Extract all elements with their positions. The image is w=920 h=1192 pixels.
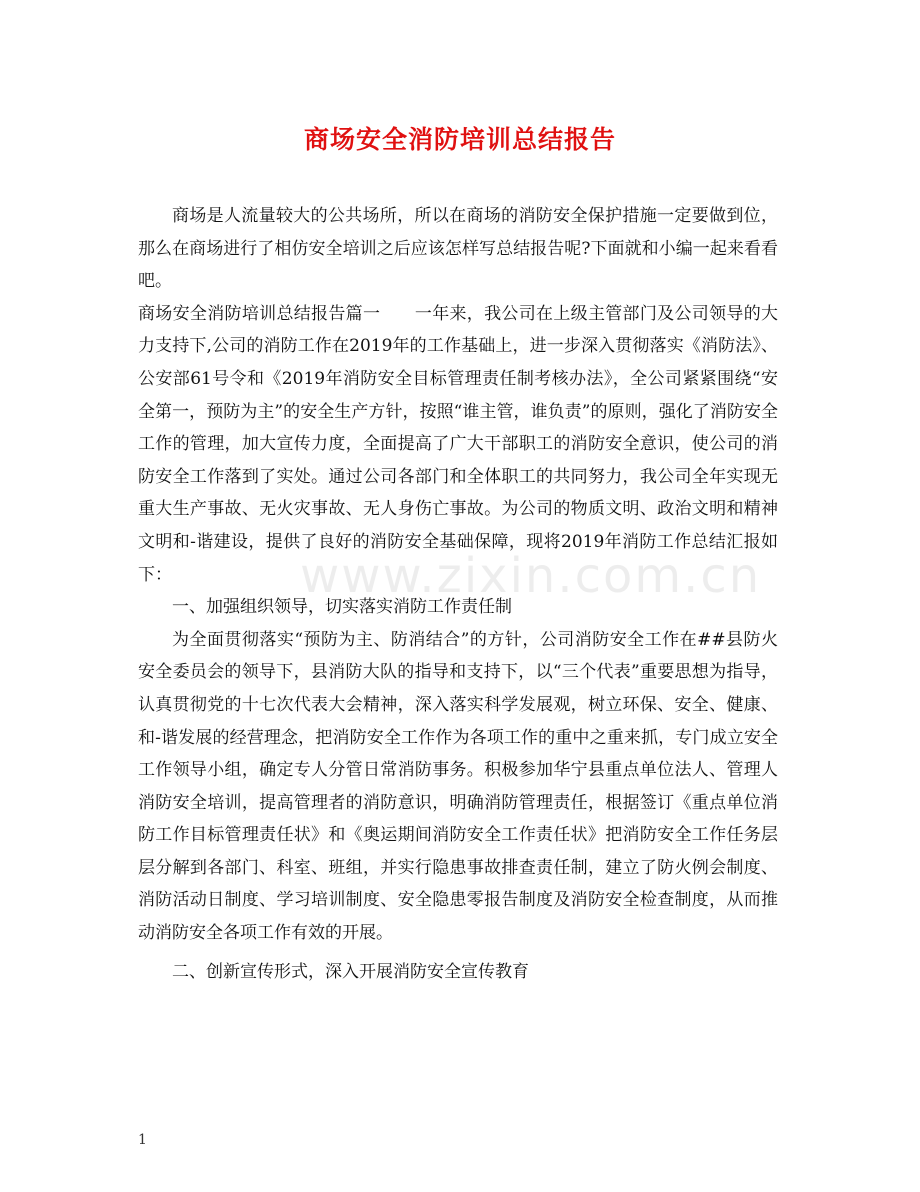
report-paragraph: 商场安全消防培训总结报告篇一 一年来，我公司在上级主管部门及公司领导的大力支持下,公司的消防工作在2019年的工作基础上，进一步深入贯彻落实《消防法》、公安部61号令和《2019年消防安全目标管理责任制考核办法》，全公司紧紧围绕“安全第一，预防为主”的安全生产方针，按照“谁主管，谁负责”的原则，强化了消防安全工作的管理，加大宣传力度，全面提高了广大干部职工的消防安全意识，使公司的消防安全工作落到了实处。通过公司各部门和全体职工的共同努力，我公司全年实现无重大生产事故、无火灾事故、无人身伤亡事故。为公司的物质文明、政治文明和精神文明和-谐建设，提供了良好的消防安全基础保障，现将2019年消防工作总结汇报如下： bbox=[138, 303, 778, 585]
intro-paragraph: 商场是人流量较大的公共场所，所以在商场的消防安全保护措施一定要做到位，那么在商场进行了相仿安全培训之后应该怎样写总结报告呢?下面就和小编一起来看看吧。 bbox=[138, 206, 778, 292]
watermark: www.zixin.com.cn bbox=[300, 548, 762, 604]
page-number: 1 bbox=[138, 1132, 147, 1148]
document-body bbox=[138, 200, 778, 988]
document-title: 商场安全消防培训总结报告 bbox=[303, 125, 616, 154]
section-heading-1: 一、加强组织领导，切实落实消防工作责任制 bbox=[172, 597, 512, 618]
section-heading-2: 二、创新宣传形式，深入开展消防安全宣传教育 bbox=[172, 961, 529, 982]
section-1-paragraph: 为全面贯彻落实“预防为主、防消结合”的方针，公司消防安全工作在##县防火安全委员会的领导下，县消防大队的指导和支持下，以“三个代表”重要思想为指导，认真贯彻党的十七次代表大会精神，深入落实科学发展观，树立环保、安全、健康、和-谐发展的经营理念，把消防安全工作作为各项工作的重中之重来抓，专门成立安全工作领导小组，确定专人分管日常消防事务。积极参加华宁县重点单位法人、管理人消防安全培训，提高管理者的消防意识，明确消防管理责任，根据签订《重点单位消防工作目标管理责任状》和《奥运期间消防安全工作责任状》把消防安全工作任务层层分解到各部门、科室、班组，并实行隐患事故排查责任制，建立了防火例会制度、消防活动日制度、学习培训制度、安全隐患零报告制度及消防安全检查制度，从而推动消防安全各项工作有效的开展。 bbox=[138, 629, 778, 944]
